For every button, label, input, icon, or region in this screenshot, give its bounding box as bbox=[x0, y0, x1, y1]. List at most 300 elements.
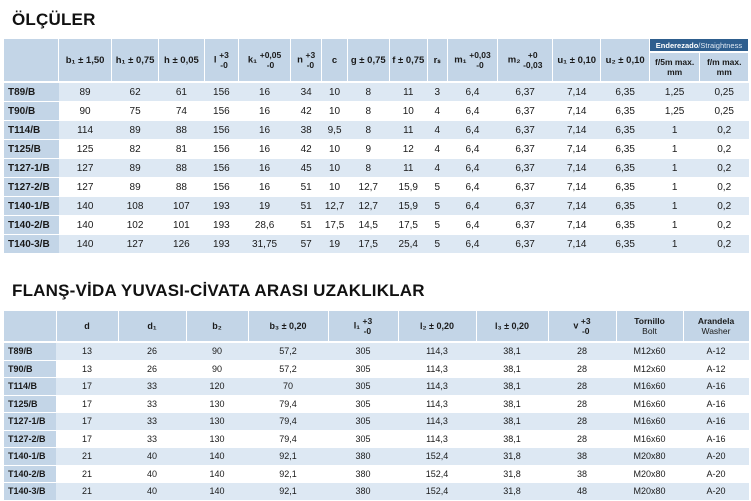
table-cell: 7,14 bbox=[553, 121, 601, 140]
table-cell: 5 bbox=[427, 178, 447, 197]
table-cell: 3 bbox=[427, 82, 447, 102]
table-cell: 0,2 bbox=[700, 140, 749, 159]
table-cell: 15,9 bbox=[389, 178, 427, 197]
table-cell: 90 bbox=[59, 102, 112, 121]
table-cell: 28 bbox=[548, 360, 616, 378]
table-cell: 90 bbox=[186, 360, 248, 378]
table-cell: 11 bbox=[389, 159, 427, 178]
table-cell: 8 bbox=[347, 121, 389, 140]
table-cell: 70 bbox=[248, 378, 328, 396]
row-code: T114/B bbox=[4, 378, 56, 396]
table-cell: A-20 bbox=[683, 448, 749, 466]
table-cell: 1,25 bbox=[649, 102, 700, 121]
table-cell: 140 bbox=[186, 448, 248, 466]
row-code: T140-1/B bbox=[4, 448, 56, 466]
table-cell: 74 bbox=[159, 102, 204, 121]
table-cell: 45 bbox=[290, 159, 322, 178]
table-cell: 6,35 bbox=[601, 121, 649, 140]
table-cell: 89 bbox=[111, 178, 158, 197]
table-cell: 28 bbox=[548, 378, 616, 396]
table-cell: 92,1 bbox=[248, 465, 328, 483]
table-cell: 5 bbox=[427, 197, 447, 216]
header-b2: b₂ bbox=[186, 311, 248, 342]
table-cell: M16x60 bbox=[616, 413, 683, 431]
table-cell: 1 bbox=[649, 216, 700, 235]
table-cell: 1,25 bbox=[649, 82, 700, 102]
table-cell: 126 bbox=[159, 235, 204, 254]
table-cell: 114,3 bbox=[398, 430, 476, 448]
table-cell: 48 bbox=[548, 483, 616, 501]
table-cell: 380 bbox=[328, 483, 398, 501]
table-cell: 19 bbox=[239, 197, 291, 216]
table-cell: 6,4 bbox=[447, 82, 498, 102]
row-code: T140-3/B bbox=[4, 235, 59, 254]
table-cell: 114,3 bbox=[398, 413, 476, 431]
table-cell: 5 bbox=[427, 235, 447, 254]
table-cell: 380 bbox=[328, 448, 398, 466]
table-cell: 92,1 bbox=[248, 483, 328, 501]
table-cell: 79,4 bbox=[248, 395, 328, 413]
section-title-flange-distances: FLANŞ-VİDA YUVASI-CİVATA ARASI UZAKLIKLAR bbox=[12, 281, 425, 300]
header-l1: l₁ +3 -0 bbox=[328, 311, 398, 342]
table-cell: 31,8 bbox=[476, 465, 548, 483]
table-cell: 92,1 bbox=[248, 448, 328, 466]
table-cell: A-20 bbox=[683, 465, 749, 483]
table-cell: M12x60 bbox=[616, 360, 683, 378]
table-cell: 7,14 bbox=[553, 197, 601, 216]
table-cell: 62 bbox=[111, 82, 158, 102]
table-cell: 6,35 bbox=[601, 140, 649, 159]
table-cell: 17 bbox=[56, 378, 118, 396]
table-cell: 17,5 bbox=[389, 216, 427, 235]
table-cell: 120 bbox=[186, 378, 248, 396]
table-cell: 75 bbox=[111, 102, 158, 121]
table-cell: 10 bbox=[389, 102, 427, 121]
table-cell: 156 bbox=[204, 178, 239, 197]
table-cell: M16x60 bbox=[616, 430, 683, 448]
header-b3: b₃ ± 0,20 bbox=[248, 311, 328, 342]
table-cell: 57 bbox=[290, 235, 322, 254]
table-cell: 12,7 bbox=[322, 197, 347, 216]
header-code bbox=[4, 311, 56, 342]
table-cell: 89 bbox=[59, 82, 112, 102]
table-cell: A-16 bbox=[683, 413, 749, 431]
table-cell: 125 bbox=[59, 140, 112, 159]
table-cell: 38 bbox=[548, 448, 616, 466]
row-code: T89/B bbox=[4, 342, 56, 360]
table-cell: 6,4 bbox=[447, 102, 498, 121]
table-cell: 156 bbox=[204, 140, 239, 159]
table-cell: 0,2 bbox=[700, 121, 749, 140]
table-cell: 6,37 bbox=[498, 197, 553, 216]
table-cell: 51 bbox=[290, 197, 322, 216]
table-cell: 305 bbox=[328, 395, 398, 413]
table-cell: 88 bbox=[159, 178, 204, 197]
header-l3: l₃ ± 0,20 bbox=[476, 311, 548, 342]
dimensions-table-body bbox=[4, 82, 749, 254]
table-cell: 38 bbox=[548, 465, 616, 483]
table-cell: 6,4 bbox=[447, 178, 498, 197]
header-washer: Arandela Washer bbox=[683, 311, 749, 342]
table-cell: 305 bbox=[328, 413, 398, 431]
table-cell: 6,37 bbox=[498, 121, 553, 140]
table-cell: 1 bbox=[649, 159, 700, 178]
table-cell: 6,37 bbox=[498, 102, 553, 121]
table-cell: 10 bbox=[322, 82, 347, 102]
header-f: f ± 0,75 bbox=[389, 39, 427, 82]
header-u2: u₂ ± 0,10 bbox=[601, 39, 649, 82]
table-cell: 4 bbox=[427, 140, 447, 159]
table-cell: 21 bbox=[56, 465, 118, 483]
table-cell: 57,2 bbox=[248, 360, 328, 378]
table-cell: 38,1 bbox=[476, 395, 548, 413]
table-cell: 6,4 bbox=[447, 216, 498, 235]
table-cell: M20x80 bbox=[616, 465, 683, 483]
table-cell: 17 bbox=[56, 430, 118, 448]
header-h1: h₁ ± 0,75 bbox=[111, 39, 158, 82]
table-cell: 21 bbox=[56, 483, 118, 501]
table-row bbox=[4, 465, 749, 483]
table-cell: 305 bbox=[328, 342, 398, 360]
table-cell: 152,4 bbox=[398, 448, 476, 466]
row-code: T90/B bbox=[4, 360, 56, 378]
table-cell: 26 bbox=[118, 342, 186, 360]
table-cell: 7,14 bbox=[553, 216, 601, 235]
table-cell: 7,14 bbox=[553, 140, 601, 159]
header-c: c bbox=[322, 39, 347, 82]
table-cell: 31,75 bbox=[239, 235, 291, 254]
table-cell: 17,5 bbox=[347, 235, 389, 254]
table-row bbox=[4, 395, 749, 413]
row-code: T127-1/B bbox=[4, 159, 59, 178]
table-cell: 12 bbox=[389, 140, 427, 159]
table-row bbox=[4, 413, 749, 431]
table-cell: 28 bbox=[548, 430, 616, 448]
header-d1: d₁ bbox=[118, 311, 186, 342]
table-cell: 10 bbox=[322, 178, 347, 197]
table-cell: 10 bbox=[322, 159, 347, 178]
table-cell: 114,3 bbox=[398, 342, 476, 360]
table-cell: 6,4 bbox=[447, 121, 498, 140]
table-cell: M16x60 bbox=[616, 378, 683, 396]
table-cell: 33 bbox=[118, 413, 186, 431]
table-cell: 7,14 bbox=[553, 159, 601, 178]
table-cell: 61 bbox=[159, 82, 204, 102]
row-code: T140-1/B bbox=[4, 197, 59, 216]
table-cell: 79,4 bbox=[248, 413, 328, 431]
table-row bbox=[4, 178, 749, 197]
table-cell: 114,3 bbox=[398, 360, 476, 378]
table-row bbox=[4, 483, 749, 501]
row-code: T89/B bbox=[4, 82, 59, 102]
table-cell: 16 bbox=[239, 82, 291, 102]
table-cell: 6,35 bbox=[601, 216, 649, 235]
table-cell: 88 bbox=[159, 121, 204, 140]
table-cell: 1 bbox=[649, 197, 700, 216]
table-cell: 8 bbox=[347, 159, 389, 178]
table-cell: 90 bbox=[186, 342, 248, 360]
table-cell: 6,37 bbox=[498, 82, 553, 102]
table-cell: 16 bbox=[239, 178, 291, 197]
table-cell: 12,7 bbox=[347, 197, 389, 216]
table-cell: 28,6 bbox=[239, 216, 291, 235]
table-cell: 140 bbox=[186, 465, 248, 483]
table-cell: 127 bbox=[111, 235, 158, 254]
table-cell: 6,35 bbox=[601, 235, 649, 254]
row-code: T90/B bbox=[4, 102, 59, 121]
table-cell: 5 bbox=[427, 216, 447, 235]
row-code: T125/B bbox=[4, 395, 56, 413]
table-cell: 38,1 bbox=[476, 413, 548, 431]
table-cell: 17 bbox=[56, 395, 118, 413]
table-cell: 152,4 bbox=[398, 465, 476, 483]
header-b1: b₁ ± 1,50 bbox=[59, 39, 112, 82]
table-cell: 42 bbox=[290, 140, 322, 159]
table-cell: 156 bbox=[204, 102, 239, 121]
table-cell: 193 bbox=[204, 216, 239, 235]
table-cell: 31,8 bbox=[476, 483, 548, 501]
table-row bbox=[4, 378, 749, 396]
table-cell: 9,5 bbox=[322, 121, 347, 140]
table-cell: A-16 bbox=[683, 395, 749, 413]
table-cell: 114 bbox=[59, 121, 112, 140]
table-cell: 25,4 bbox=[389, 235, 427, 254]
table-cell: 130 bbox=[186, 395, 248, 413]
table-cell: 33 bbox=[118, 378, 186, 396]
table-cell: 7,14 bbox=[553, 235, 601, 254]
table-cell: M12x60 bbox=[616, 342, 683, 360]
table-cell: 114,3 bbox=[398, 378, 476, 396]
header-n: n +3 -0 bbox=[290, 39, 322, 82]
table-cell: 40 bbox=[118, 483, 186, 501]
table-cell: 1 bbox=[649, 235, 700, 254]
header-u1: u₁ ± 0,10 bbox=[553, 39, 601, 82]
table-cell: 6,37 bbox=[498, 235, 553, 254]
table-cell: 16 bbox=[239, 102, 291, 121]
table-cell: 7,14 bbox=[553, 82, 601, 102]
header-code bbox=[4, 39, 59, 82]
table-cell: 7,14 bbox=[553, 102, 601, 121]
table-cell: 6,35 bbox=[601, 102, 649, 121]
table-cell: 140 bbox=[186, 483, 248, 501]
table-cell: 31,8 bbox=[476, 448, 548, 466]
table-cell: 380 bbox=[328, 465, 398, 483]
table-cell: 26 bbox=[118, 360, 186, 378]
row-code: T127-1/B bbox=[4, 413, 56, 431]
table-cell: 16 bbox=[239, 159, 291, 178]
table-cell: 40 bbox=[118, 465, 186, 483]
table-cell: 42 bbox=[290, 102, 322, 121]
table-cell: 28 bbox=[548, 413, 616, 431]
table-cell: 7,14 bbox=[553, 178, 601, 197]
table-cell: 1 bbox=[649, 140, 700, 159]
table-row bbox=[4, 121, 749, 140]
table-cell: 4 bbox=[427, 121, 447, 140]
table-cell: 38,1 bbox=[476, 430, 548, 448]
table-cell: 57,2 bbox=[248, 342, 328, 360]
table-cell: 127 bbox=[59, 178, 112, 197]
table-cell: 4 bbox=[427, 102, 447, 121]
table-cell: 89 bbox=[111, 121, 158, 140]
table-cell: M20x80 bbox=[616, 483, 683, 501]
table-cell: 11 bbox=[389, 121, 427, 140]
table-cell: 127 bbox=[59, 159, 112, 178]
table-cell: 6,35 bbox=[601, 159, 649, 178]
table-cell: 193 bbox=[204, 235, 239, 254]
row-code: T125/B bbox=[4, 140, 59, 159]
table-row bbox=[4, 360, 749, 378]
table-cell: 0,25 bbox=[700, 102, 749, 121]
table-cell: 140 bbox=[59, 197, 112, 216]
table-cell: 6,4 bbox=[447, 159, 498, 178]
table-cell: 38,1 bbox=[476, 360, 548, 378]
table-cell: 6,35 bbox=[601, 178, 649, 197]
table-cell: 156 bbox=[204, 159, 239, 178]
header-g: g ± 0,75 bbox=[347, 39, 389, 82]
table-cell: 6,4 bbox=[447, 197, 498, 216]
table-row bbox=[4, 235, 749, 254]
table-cell: 156 bbox=[204, 121, 239, 140]
table-cell: 10 bbox=[322, 140, 347, 159]
table-cell: 16 bbox=[239, 121, 291, 140]
table-cell: 305 bbox=[328, 378, 398, 396]
table-cell: 6,37 bbox=[498, 159, 553, 178]
table-cell: 130 bbox=[186, 430, 248, 448]
table-cell: 88 bbox=[159, 159, 204, 178]
table-cell: 40 bbox=[118, 448, 186, 466]
table-cell: 193 bbox=[204, 197, 239, 216]
table-cell: 15,9 bbox=[389, 197, 427, 216]
table-cell: 107 bbox=[159, 197, 204, 216]
table-cell: 34 bbox=[290, 82, 322, 102]
header-f5m: f/5m max. mm bbox=[649, 52, 700, 82]
header-h: h ± 0,05 bbox=[159, 39, 204, 82]
table-cell: 21 bbox=[56, 448, 118, 466]
table-cell: 114,3 bbox=[398, 395, 476, 413]
table-cell: 130 bbox=[186, 413, 248, 431]
table-cell: 28 bbox=[548, 395, 616, 413]
table-cell: 101 bbox=[159, 216, 204, 235]
table-cell: 0,2 bbox=[700, 178, 749, 197]
table-row bbox=[4, 102, 749, 121]
table-row bbox=[4, 430, 749, 448]
header-m1: m₁ +0,03 -0 bbox=[447, 39, 498, 82]
table-row bbox=[4, 140, 749, 159]
row-code: T140-2/B bbox=[4, 465, 56, 483]
table-cell: 38,1 bbox=[476, 378, 548, 396]
table-cell: 6,37 bbox=[498, 178, 553, 197]
table-cell: 152,4 bbox=[398, 483, 476, 501]
table-cell: 108 bbox=[111, 197, 158, 216]
section-title-dimensions: ÖLÇÜLER bbox=[12, 10, 96, 29]
table-cell: 8 bbox=[347, 102, 389, 121]
header-bolt: Tornillo Bolt bbox=[616, 311, 683, 342]
table-cell: 305 bbox=[328, 430, 398, 448]
row-code: T140-3/B bbox=[4, 483, 56, 501]
table-cell: 0,2 bbox=[700, 197, 749, 216]
table-cell: 17,5 bbox=[322, 216, 347, 235]
table-cell: 12,7 bbox=[347, 178, 389, 197]
table-cell: 9 bbox=[347, 140, 389, 159]
table-cell: 51 bbox=[290, 178, 322, 197]
table-cell: A-12 bbox=[683, 360, 749, 378]
header-l: l +3 -0 bbox=[204, 39, 239, 82]
table-cell: 1 bbox=[649, 178, 700, 197]
table-cell: 0,2 bbox=[700, 235, 749, 254]
table-cell: A-16 bbox=[683, 430, 749, 448]
header-rs: rₛ bbox=[427, 39, 447, 82]
table-cell: 6,4 bbox=[447, 235, 498, 254]
row-code: T127-2/B bbox=[4, 430, 56, 448]
table-cell: 6,4 bbox=[447, 140, 498, 159]
table-cell: 51 bbox=[290, 216, 322, 235]
header-m2: m₂ +0 -0,03 bbox=[498, 39, 553, 82]
table-cell: 140 bbox=[59, 216, 112, 235]
table-cell: 11 bbox=[389, 82, 427, 102]
table-cell: 19 bbox=[322, 235, 347, 254]
table-cell: 16 bbox=[239, 140, 291, 159]
table-cell: 6,37 bbox=[498, 140, 553, 159]
table-row bbox=[4, 216, 749, 235]
table-cell: 38,1 bbox=[476, 342, 548, 360]
table-cell: 13 bbox=[56, 360, 118, 378]
table-cell: 0,25 bbox=[700, 82, 749, 102]
table-cell: 14,5 bbox=[347, 216, 389, 235]
table-cell: 38 bbox=[290, 121, 322, 140]
flange-table-body bbox=[4, 342, 749, 500]
table-cell: 89 bbox=[111, 159, 158, 178]
table-cell: 28 bbox=[548, 342, 616, 360]
table-row bbox=[4, 448, 749, 466]
table-cell: 33 bbox=[118, 395, 186, 413]
table-cell: 140 bbox=[59, 235, 112, 254]
table-cell: 79,4 bbox=[248, 430, 328, 448]
table-cell: 6,35 bbox=[601, 82, 649, 102]
header-fm: f/m max. mm bbox=[700, 52, 749, 82]
row-code: T114/B bbox=[4, 121, 59, 140]
table-row bbox=[4, 82, 749, 102]
table-row bbox=[4, 342, 749, 360]
header-l2: l₂ ± 0,20 bbox=[398, 311, 476, 342]
table-cell: 4 bbox=[427, 159, 447, 178]
dimensions-table bbox=[4, 39, 749, 254]
row-code: T140-2/B bbox=[4, 216, 59, 235]
table-cell: 102 bbox=[111, 216, 158, 235]
table-cell: 0,2 bbox=[700, 216, 749, 235]
table-row bbox=[4, 197, 749, 216]
table-cell: 8 bbox=[347, 82, 389, 102]
table-cell: A-16 bbox=[683, 378, 749, 396]
table-cell: 81 bbox=[159, 140, 204, 159]
table-cell: 1 bbox=[649, 121, 700, 140]
row-code: T127-2/B bbox=[4, 178, 59, 197]
table-cell: 305 bbox=[328, 360, 398, 378]
table-cell: A-12 bbox=[683, 342, 749, 360]
table-cell: M20x80 bbox=[616, 448, 683, 466]
table-cell: 13 bbox=[56, 342, 118, 360]
table-cell: 0,2 bbox=[700, 159, 749, 178]
table-cell: 6,35 bbox=[601, 197, 649, 216]
header-d: d bbox=[56, 311, 118, 342]
table-cell: 33 bbox=[118, 430, 186, 448]
table-row bbox=[4, 159, 749, 178]
table-cell: 10 bbox=[322, 102, 347, 121]
table-cell: 82 bbox=[111, 140, 158, 159]
header-k1: k₁ +0,05 -0 bbox=[239, 39, 291, 82]
header-straightness: Enderezado/Straightness bbox=[649, 39, 748, 52]
table-cell: 6,37 bbox=[498, 216, 553, 235]
flange-table bbox=[4, 311, 750, 501]
